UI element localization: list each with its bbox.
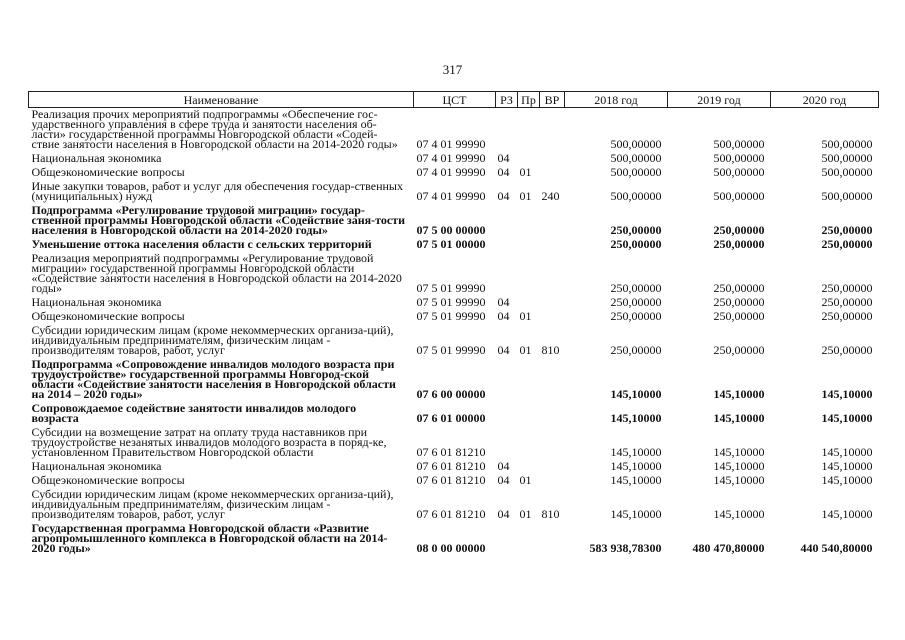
cell-2020: 500,00000 bbox=[821, 137, 873, 151]
cell-2020: 250,00000 bbox=[821, 343, 873, 357]
cell-pr bbox=[518, 152, 540, 166]
cell-name: Государственная программа Новгородской области «Развитие агропромышленного комплекса в Новгородской области на 2014-2020 годы» bbox=[31, 521, 388, 555]
table-row bbox=[29, 324, 879, 358]
cell-vr bbox=[540, 108, 565, 153]
cell-pr bbox=[518, 204, 540, 238]
cell-rz: 04 bbox=[497, 459, 510, 473]
cell-pr bbox=[518, 108, 540, 153]
cell-2019: 250,00000 bbox=[713, 309, 765, 323]
cell-2018: 145,10000 bbox=[610, 411, 662, 425]
cell-2018: 145,10000 bbox=[610, 473, 662, 487]
cell-vr bbox=[540, 152, 565, 166]
cell-pr bbox=[518, 252, 540, 296]
cell-cst: 07 5 01 99990 bbox=[416, 343, 486, 357]
cell-vr bbox=[540, 426, 565, 460]
table-row bbox=[29, 180, 879, 204]
cell-vr bbox=[540, 474, 565, 488]
cell-rz bbox=[496, 238, 518, 252]
cell-rz bbox=[496, 426, 518, 460]
header-2020: 2020 год bbox=[771, 92, 879, 108]
cell-2020: 500,00000 bbox=[821, 165, 873, 179]
cell-vr bbox=[540, 252, 565, 296]
cell-2018: 250,00000 bbox=[610, 223, 662, 237]
cell-cst: 07 6 01 81210 bbox=[416, 459, 486, 473]
cell-rz: 04 bbox=[497, 473, 510, 487]
cell-2020: 145,10000 bbox=[821, 445, 873, 459]
table-row bbox=[29, 166, 879, 180]
cell-vr bbox=[540, 310, 565, 324]
table-row bbox=[29, 488, 879, 522]
cell-2019: 500,00000 bbox=[713, 137, 765, 151]
cell-cst: 07 6 01 00000 bbox=[416, 411, 486, 425]
cell-2019: 145,10000 bbox=[713, 411, 765, 425]
cell-rz bbox=[496, 108, 518, 153]
header-cst: ЦСТ bbox=[414, 92, 496, 108]
cell-2019: 250,00000 bbox=[713, 281, 765, 295]
cell-2018: 250,00000 bbox=[610, 237, 662, 251]
cell-name: Национальная экономика bbox=[31, 295, 162, 309]
table-row bbox=[29, 474, 879, 488]
cell-rz: 04 bbox=[497, 343, 510, 357]
cell-vr: 810 bbox=[541, 507, 560, 521]
cell-vr bbox=[540, 460, 565, 474]
cell-cst: 07 6 01 81210 bbox=[416, 507, 486, 521]
cell-2018: 145,10000 bbox=[610, 387, 662, 401]
cell-name: Уменьшение оттока населения области с сельских территорий bbox=[31, 237, 372, 251]
cell-2018: 145,10000 bbox=[610, 507, 662, 521]
cell-2020: 145,10000 bbox=[821, 459, 873, 473]
cell-vr bbox=[540, 166, 565, 180]
cell-name: Реализация прочих мероприятий подпрограммы «Обеспечение гос-ударственного управления в сфере труда и занятости населения об-ласти» государственной программы Новгородской области «Содей-ствие занятости населения в Новгородской области на 2014-2020 годы» bbox=[31, 107, 398, 151]
cell-2020: 250,00000 bbox=[821, 223, 873, 237]
cell-name: Подпрограмма «Сопровождение инвалидов молодого возраста при трудоустройстве» государственной программы Новгород-ской области «Содействие занятости населения в Новгородской области на 2014 – 2020 годы» bbox=[31, 357, 396, 401]
cell-vr: 240 bbox=[541, 189, 560, 203]
cell-2018: 145,10000 bbox=[610, 445, 662, 459]
cell-pr: 01 bbox=[519, 189, 532, 203]
cell-name: Реализация мероприятий подпрограммы «Регулирование трудовой миграции» государственной программы Новгородской области «Содействие занятости населения в Новгородской области на 2014-2020 годы» bbox=[31, 251, 402, 295]
cell-rz: 04 bbox=[497, 295, 510, 309]
cell-2019: 145,10000 bbox=[713, 459, 765, 473]
cell-2018: 500,00000 bbox=[610, 137, 662, 151]
cell-2020: 145,10000 bbox=[821, 387, 873, 401]
cell-pr bbox=[518, 460, 540, 474]
cell-pr bbox=[518, 522, 540, 556]
cell-pr: 01 bbox=[519, 507, 532, 521]
cell-rz: 04 bbox=[497, 309, 510, 323]
cell-vr bbox=[540, 358, 565, 402]
cell-name: Общеэкономические вопросы bbox=[31, 165, 185, 179]
cell-name: Субсидии юридическим лицам (кроме некоммерческих организа-ций), индивидуальным предпринимателям, физическим лицам - производителям товаров, работ, услуг bbox=[31, 487, 394, 521]
table-row bbox=[29, 522, 879, 556]
cell-pr: 01 bbox=[519, 473, 532, 487]
cell-2018: 250,00000 bbox=[610, 343, 662, 357]
cell-rz bbox=[496, 522, 518, 556]
table-row bbox=[29, 310, 879, 324]
table-body bbox=[29, 108, 879, 557]
table-row bbox=[29, 426, 879, 460]
cell-name: Сопровождаемое содействие занятости инвалидов молодого возраста bbox=[31, 401, 357, 425]
cell-name: Общеэкономические вопросы bbox=[31, 309, 185, 323]
cell-2019: 480 470,80000 bbox=[692, 541, 765, 555]
header-name: Наименование bbox=[29, 92, 414, 108]
cell-2018: 250,00000 bbox=[610, 295, 662, 309]
cell-pr: 01 bbox=[519, 309, 532, 323]
cell-2020: 145,10000 bbox=[821, 507, 873, 521]
cell-rz: 04 bbox=[497, 507, 510, 521]
cell-rz bbox=[496, 204, 518, 238]
cell-cst: 08 0 00 00000 bbox=[416, 541, 486, 555]
cell-2020: 250,00000 bbox=[821, 295, 873, 309]
header-2018: 2018 год bbox=[565, 92, 668, 108]
cell-2020: 145,10000 bbox=[821, 473, 873, 487]
table-row bbox=[29, 152, 879, 166]
cell-2020: 250,00000 bbox=[821, 281, 873, 295]
cell-2020: 250,00000 bbox=[821, 237, 873, 251]
cell-2019: 250,00000 bbox=[713, 223, 765, 237]
cell-2018: 145,10000 bbox=[610, 459, 662, 473]
table-row bbox=[29, 296, 879, 310]
page-number: 317 bbox=[442, 62, 463, 77]
cell-2020: 145,10000 bbox=[821, 411, 873, 425]
cell-cst: 07 6 01 81210 bbox=[416, 473, 486, 487]
cell-2018: 500,00000 bbox=[610, 165, 662, 179]
header-2019: 2019 год bbox=[668, 92, 771, 108]
cell-2020: 440 540,80000 bbox=[800, 541, 873, 555]
cell-name: Национальная экономика bbox=[31, 459, 162, 473]
cell-2020: 500,00000 bbox=[821, 189, 873, 203]
cell-name: Иные закупки товаров, работ и услуг для обеспечения государ-ственных (муниципальных) нужд bbox=[31, 179, 403, 203]
cell-cst: 07 4 01 99990 bbox=[416, 189, 486, 203]
cell-2018: 250,00000 bbox=[610, 309, 662, 323]
cell-name: Национальная экономика bbox=[31, 151, 162, 165]
cell-cst: 07 5 01 99990 bbox=[416, 295, 486, 309]
cell-2019: 500,00000 bbox=[713, 151, 765, 165]
cell-cst: 07 5 00 00000 bbox=[416, 223, 486, 237]
table-row bbox=[29, 358, 879, 402]
cell-rz: 04 bbox=[497, 151, 510, 165]
cell-vr bbox=[540, 402, 565, 426]
table-row bbox=[29, 460, 879, 474]
cell-pr bbox=[518, 402, 540, 426]
cell-2019: 145,10000 bbox=[713, 473, 765, 487]
cell-2018: 583 938,78300 bbox=[589, 541, 662, 555]
cell-2019: 500,00000 bbox=[713, 165, 765, 179]
cell-2018: 500,00000 bbox=[610, 189, 662, 203]
cell-2019: 145,10000 bbox=[713, 387, 765, 401]
cell-name: Субсидии юридическим лицам (кроме некоммерческих организа-ций), индивидуальным предпринимателям, физическим лицам - производителям товаров, работ, услуг bbox=[31, 323, 394, 357]
cell-pr bbox=[518, 238, 540, 252]
cell-cst: 07 5 01 99990 bbox=[416, 309, 486, 323]
cell-rz bbox=[496, 358, 518, 402]
cell-name: Подпрограмма «Регулирование трудовой миграции» государ-ственной программы Новгородской области «Содействие заня-тости населения в Новгородской области на 2014-2020 годы» bbox=[31, 203, 405, 237]
cell-cst: 07 5 01 00000 bbox=[416, 237, 486, 251]
cell-2018: 250,00000 bbox=[610, 281, 662, 295]
cell-name: Субсидии на возмещение затрат на оплату труда наставников при трудоустройстве незанятых инвалидов молодого возраста в поряд-ке, установленном Правительством Новгородской области bbox=[31, 425, 387, 459]
cell-cst: 07 4 01 99990 bbox=[416, 137, 486, 151]
cell-rz: 04 bbox=[497, 165, 510, 179]
cell-2019: 500,00000 bbox=[713, 189, 765, 203]
cell-2019: 250,00000 bbox=[713, 343, 765, 357]
table-row bbox=[29, 108, 879, 153]
table-header-row bbox=[29, 92, 879, 108]
header-vr: ВР bbox=[540, 92, 565, 108]
cell-cst: 07 5 01 99990 bbox=[416, 281, 486, 295]
cell-vr bbox=[540, 522, 565, 556]
header-pr: Пр bbox=[518, 92, 540, 108]
table-row bbox=[29, 402, 879, 426]
cell-pr: 01 bbox=[519, 343, 532, 357]
cell-cst: 07 6 01 81210 bbox=[416, 445, 486, 459]
cell-pr bbox=[518, 296, 540, 310]
cell-rz bbox=[496, 402, 518, 426]
cell-vr bbox=[540, 238, 565, 252]
table-row bbox=[29, 252, 879, 296]
cell-2019: 145,10000 bbox=[713, 445, 765, 459]
cell-cst: 07 6 00 00000 bbox=[416, 387, 486, 401]
cell-vr bbox=[540, 204, 565, 238]
cell-vr bbox=[540, 296, 565, 310]
cell-2019: 145,10000 bbox=[713, 507, 765, 521]
cell-2018: 500,00000 bbox=[610, 151, 662, 165]
cell-2019: 250,00000 bbox=[713, 237, 765, 251]
cell-2020: 500,00000 bbox=[821, 151, 873, 165]
cell-name: Общеэкономические вопросы bbox=[31, 473, 185, 487]
header-rz: РЗ bbox=[496, 92, 518, 108]
cell-rz: 04 bbox=[497, 189, 510, 203]
cell-pr bbox=[518, 426, 540, 460]
table-row bbox=[29, 238, 879, 252]
budget-table bbox=[28, 91, 879, 556]
cell-rz bbox=[496, 252, 518, 296]
cell-cst: 07 4 01 99990 bbox=[416, 165, 486, 179]
cell-pr: 01 bbox=[519, 165, 532, 179]
cell-vr: 810 bbox=[541, 343, 560, 357]
table-row bbox=[29, 204, 879, 238]
cell-pr bbox=[518, 358, 540, 402]
cell-2019: 250,00000 bbox=[713, 295, 765, 309]
cell-2020: 250,00000 bbox=[821, 309, 873, 323]
cell-cst: 07 4 01 99990 bbox=[416, 151, 486, 165]
